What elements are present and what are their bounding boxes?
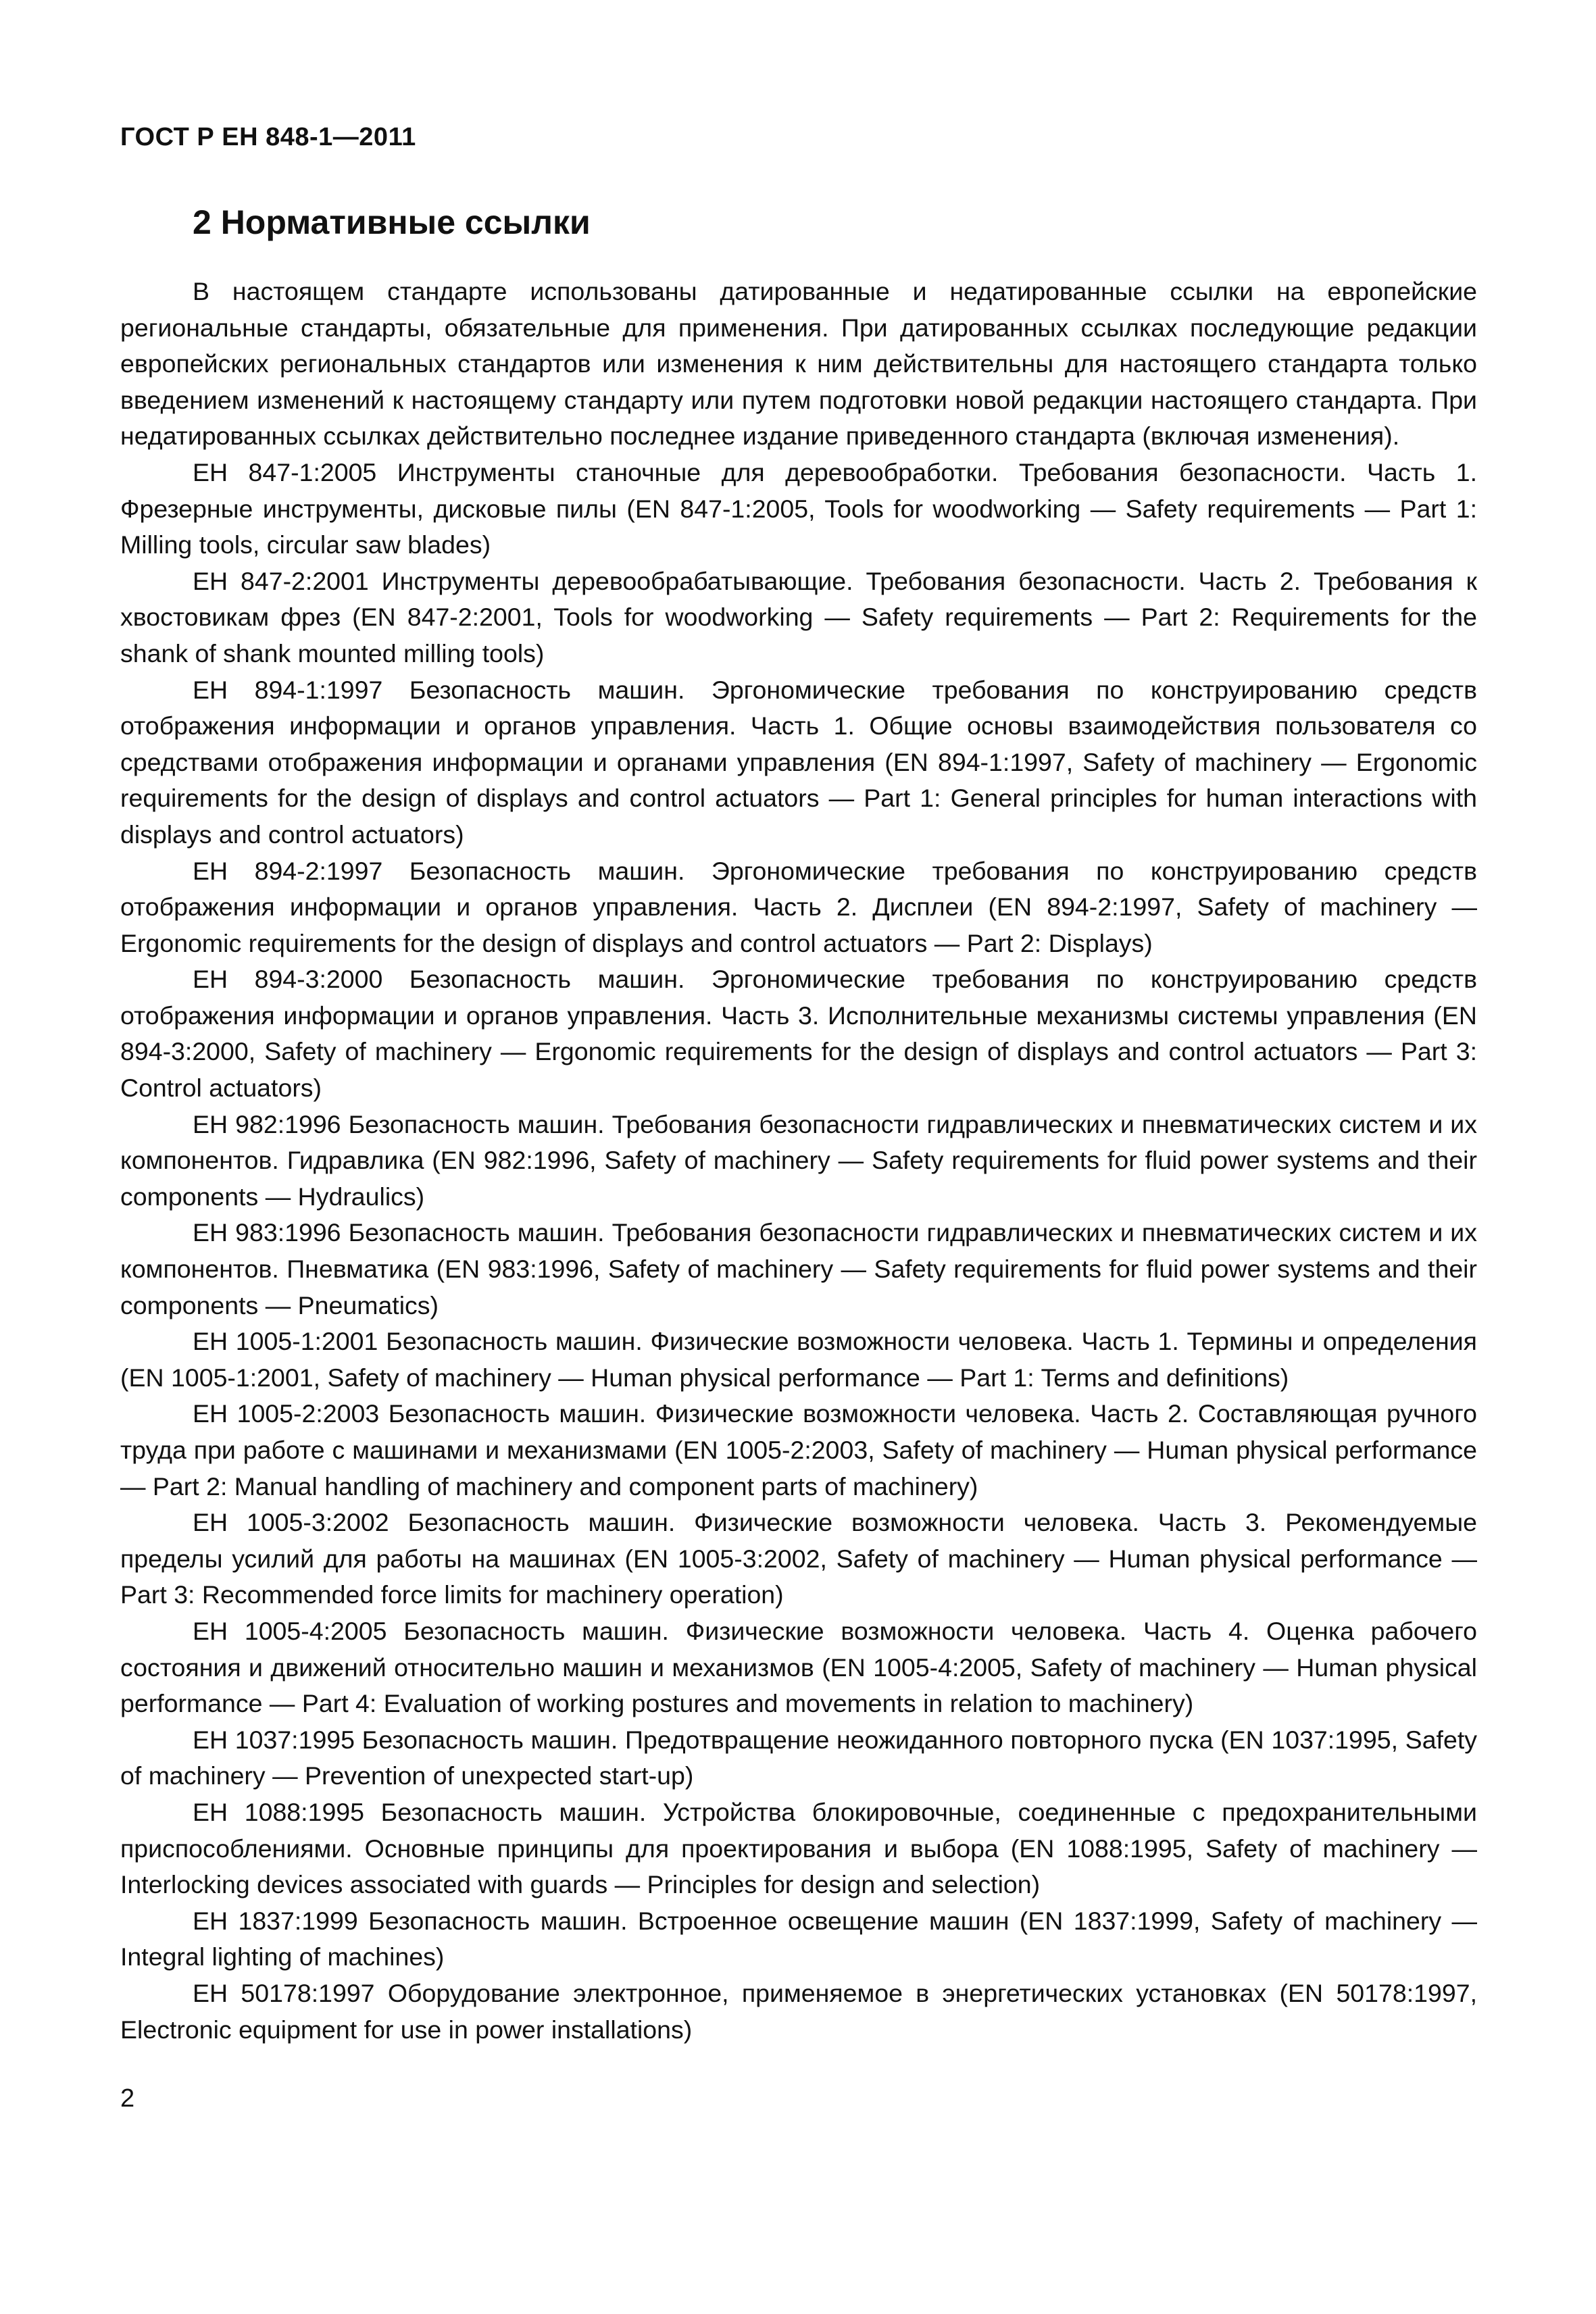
reference-item: ЕН 982:1996 Безопасность машин. Требования безопасности гидравлических и пневматических систем и их компонентов. Гидравлика (EN 982:1996, Safety of machinery — Safety requirements for fluid power systems and their components — Hydraulics)	[120, 1109, 1477, 1211]
reference-item: ЕН 847-1:2005 Инструменты станочные для деревообработки. Требования безопасности. Часть 1. Фрезерные инструменты, дисковые пилы (EN 847-1:2005, Tools for woodworking — Safety requirements — Part 1: Milling tools, circular saw blades)	[120, 457, 1477, 559]
reference-item: ЕН 1005-2:2003 Безопасность машин. Физические возможности человека. Часть 2. Составляющая ручного труда при работе с машинами и механизмами (EN 1005-2:2003, Safety of machinery — Human physical performance — Part 2: Manual handling of machinery and component parts of machinery)	[120, 1399, 1477, 1501]
reference-item: ЕН 1088:1995 Безопасность машин. Устройства блокировочные, соединенные с предохранительными приспособлениями. Основные принципы для проектирования и выбора (EN 1088:1995, Safety of machinery — Interlocking devices associated with guards — Principles for design and selection)	[120, 1797, 1477, 1899]
reference-item: ЕН 1037:1995 Безопасность машин. Предотвращение неожиданного повторного пуска (EN 1037:1995, Safety of machinery — Prevention of unexpected start-up)	[120, 1725, 1477, 1790]
intro-paragraph: В настоящем стандарте использованы датированные и недатированные ссылки на европейские региональные стандарты, обязательные для применения. При датированных ссылках последующие редакции европейских региональных стандартов или изменения к ним действительны для настоящего стандарта только введением изменений к настоящему стандарту или путем подготовки новой редакции настоящего стандарта. При недатированных ссылках действительно последнее издание приведенного стандарта (включая изменения).	[120, 277, 1477, 451]
reference-item: ЕН 983:1996 Безопасность машин. Требования безопасности гидравлических и пневматических систем и их компонентов. Пневматика (EN 983:1996, Safety of machinery — Safety requirements for fluid power systems and their components — Pneumatics)	[120, 1218, 1477, 1319]
reference-item: ЕН 1005-3:2002 Безопасность машин. Физические возможности человека. Часть 3. Рекомендуемые пределы усилий для работы на машинах (EN 1005-3:2002, Safety of machinery — Human physical performance — Part 3: Recommended force limits for machinery operation)	[120, 1508, 1477, 1609]
reference-item: ЕН 894-1:1997 Безопасность машин. Эргономические требования по конструированию средств отображения информации и органов управления. Часть 1. Общие основы взаимодействия пользователя со средствами отображения информации и органами управления (EN 894-1:1997, Safety of machinery — Ergonomic requirements for the design of displays and control actuators — Part 1: General principles for human interactions with displays and control actuators)	[120, 675, 1477, 849]
section-body	[120, 274, 1477, 2048]
section-title: 2 Нормативные ссылки	[193, 203, 591, 241]
reference-item: ЕН 1005-1:2001 Безопасность машин. Физические возможности человека. Часть 1. Термины и определения (EN 1005-1:2001, Safety of machinery — Human physical performance — Part 1: Terms and definitions)	[120, 1327, 1477, 1392]
reference-item: ЕН 894-3:2000 Безопасность машин. Эргономические требования по конструированию средств отображения информации и органов управления. Часть 3. Исполнительные механизмы системы управления (EN 894-3:2000, Safety of machinery — Ergonomic requirements for the design of displays and control actuators — Part 3: Control actuators)	[120, 965, 1477, 1103]
reference-item: ЕН 50178:1997 Оборудование электронное, применяемое в энергетических установках (EN 50178:1997, Electronic equipment for use in power installations)	[120, 1978, 1477, 2044]
standard-header: ГОСТ Р ЕН 848-1—2011	[120, 123, 416, 151]
reference-item: ЕН 1837:1999 Безопасность машин. Встроенное освещение машин (EN 1837:1999, Safety of machinery — Integral lighting of machines)	[120, 1906, 1477, 1971]
reference-item: ЕН 894-2:1997 Безопасность машин. Эргономические требования по конструированию средств отображения информации и органов управления. Часть 2. Дисплеи (EN 894-2:1997, Safety of machinery — Ergonomic requirements for the design of displays and control actuators — Part 2: Displays)	[120, 856, 1477, 957]
reference-item: ЕН 1005-4:2005 Безопасность машин. Физические возможности человека. Часть 4. Оценка рабочего состояния и движений относительно машин и механизмов (EN 1005-4:2005, Safety of machinery — Human physical performance — Part 4: Evaluation of working postures and movements in relation to machinery)	[120, 1616, 1477, 1718]
reference-item: ЕН 847-2:2001 Инструменты деревообрабатывающие. Требования безопасности. Часть 2. Требования к хвостовикам фрез (EN 847-2:2001, Tools for woodworking — Safety requirements — Part 2: Requirements for the shank of shank mounted milling tools)	[120, 566, 1477, 668]
page-number: 2	[120, 2084, 135, 2113]
